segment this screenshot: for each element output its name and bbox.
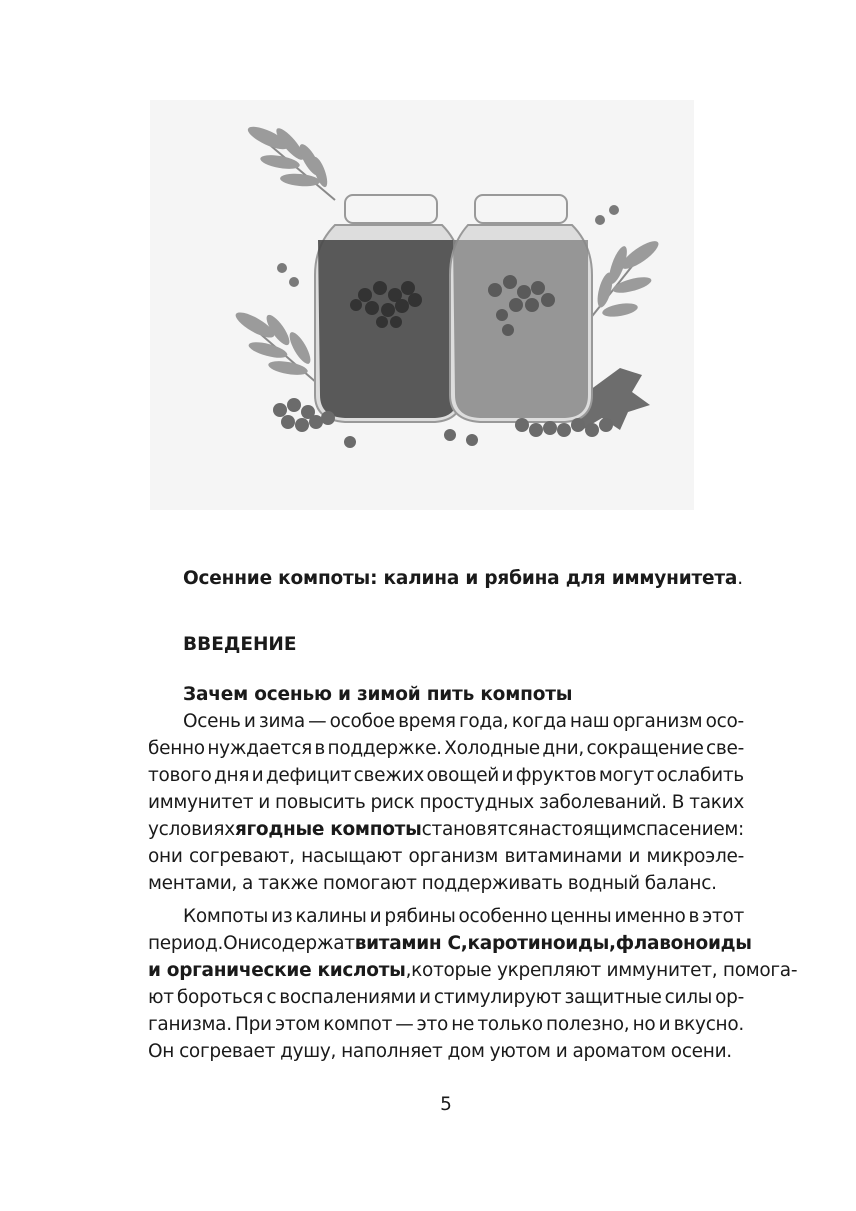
compote-jars-illustration	[150, 100, 694, 510]
word: ганизма.	[148, 1014, 232, 1035]
word: согревают,	[188, 846, 295, 867]
word: Холодные	[444, 738, 540, 759]
word: бенно	[148, 738, 205, 759]
text-line	[148, 789, 744, 816]
word: когда	[511, 711, 567, 732]
word: овощей	[426, 765, 500, 786]
word: содержат	[260, 933, 355, 954]
word: и органические кислоты,	[148, 960, 412, 981]
word: ор-	[715, 987, 744, 1008]
word: Они	[223, 933, 261, 954]
text-line	[148, 957, 798, 984]
word: в	[688, 906, 700, 927]
word: Осень	[183, 711, 241, 732]
word: флавоноиды	[615, 933, 752, 954]
text-line	[148, 870, 744, 897]
word: ослабить	[656, 765, 744, 786]
subsection-heading: Зачем осенью и зимой пить компоты	[183, 684, 573, 705]
word: Он	[148, 1041, 175, 1062]
word: которые укрепляют иммунитет, помога-	[411, 960, 798, 981]
word: становятся	[421, 819, 529, 840]
word: это	[416, 1014, 449, 1035]
word: витамин С,	[354, 933, 468, 954]
word: При	[235, 1014, 272, 1035]
word: время	[398, 711, 456, 732]
word: сокращение	[586, 738, 704, 759]
word: нуждается	[207, 738, 312, 759]
word: и	[555, 1041, 568, 1062]
word: Компоты	[183, 906, 269, 927]
word: иммунитет	[148, 792, 254, 813]
word: также	[258, 873, 318, 894]
word: зима	[258, 711, 305, 732]
word: полезно,	[546, 1014, 630, 1035]
word: настоящим	[528, 819, 637, 840]
word: наш	[569, 711, 610, 732]
word: осени.	[670, 1041, 732, 1062]
word: тового	[148, 765, 212, 786]
word: —	[308, 711, 327, 732]
word: года,	[458, 711, 509, 732]
word: в	[314, 738, 326, 759]
word: этом	[274, 1014, 320, 1035]
word: калины	[295, 906, 367, 927]
word: период.	[148, 933, 224, 954]
word: могут	[598, 765, 655, 786]
text-line	[148, 762, 744, 789]
word: и	[419, 987, 431, 1008]
word: дом	[447, 1041, 485, 1062]
word: именно	[614, 906, 686, 927]
word: организм	[408, 846, 499, 867]
word: дня	[214, 765, 250, 786]
word: каротиноиды,	[467, 933, 616, 954]
word: —	[395, 1014, 414, 1035]
word: силы	[664, 987, 713, 1008]
jars-drawing	[150, 100, 694, 510]
word: защитные	[564, 987, 662, 1008]
word: согревает	[179, 1041, 276, 1062]
word: они	[148, 846, 183, 867]
word: вкусно.	[673, 1014, 744, 1035]
word: спасением:	[636, 819, 744, 840]
word: ягодные компоты	[234, 819, 422, 840]
word: условиях	[148, 819, 235, 840]
word: и	[243, 711, 256, 732]
section-heading: ВВЕДЕНИЕ	[183, 634, 297, 655]
chapter-title	[183, 568, 743, 589]
word: и	[658, 1014, 671, 1035]
chapter-title-period: .	[737, 568, 743, 589]
word: и	[369, 906, 382, 927]
word: дни,	[542, 738, 584, 759]
text-line	[148, 735, 744, 762]
word: свежих	[353, 765, 424, 786]
word: ют	[148, 987, 174, 1008]
word: наполняет	[341, 1041, 443, 1062]
word: а	[242, 873, 254, 894]
word: баланс.	[644, 873, 717, 894]
word: помогают	[322, 873, 417, 894]
text-line	[148, 816, 744, 843]
chapter-title-bold: Осенние компоты: калина и рябина для иммунитета	[183, 568, 738, 589]
word: и	[501, 765, 514, 786]
word: В	[671, 792, 685, 813]
word: ментами,	[148, 873, 238, 894]
word: особенно	[458, 906, 548, 927]
word: насыщают	[301, 846, 403, 867]
word: простудных	[419, 792, 534, 813]
word: стимулируют	[433, 987, 562, 1008]
word: с	[266, 987, 277, 1008]
word: душу,	[280, 1041, 337, 1062]
word: и	[628, 846, 641, 867]
word: организм	[612, 711, 703, 732]
word: витаминами	[504, 846, 622, 867]
word: воспалениями	[279, 987, 416, 1008]
word: поддерживать	[421, 873, 563, 894]
word: осо-	[705, 711, 744, 732]
word: риск	[370, 792, 415, 813]
word: дефицит	[265, 765, 352, 786]
word: таких	[689, 792, 744, 813]
body-text	[148, 708, 798, 1065]
word: поддержке.	[327, 738, 442, 759]
text-line	[148, 708, 744, 735]
text-line	[148, 1011, 744, 1038]
page-number: 5	[440, 1094, 452, 1115]
word: ценны	[550, 906, 612, 927]
text-line	[148, 930, 752, 957]
word: ароматом	[572, 1041, 666, 1062]
word: только	[477, 1014, 543, 1035]
word: заболеваний.	[538, 792, 667, 813]
word: повысить	[275, 792, 366, 813]
word: не	[451, 1014, 475, 1035]
text-line	[148, 903, 744, 930]
word: компот	[323, 1014, 393, 1035]
text-line	[148, 843, 744, 870]
word: и	[251, 765, 264, 786]
word: но	[632, 1014, 656, 1035]
word: водный	[567, 873, 640, 894]
word: фруктов	[515, 765, 597, 786]
word: из	[271, 906, 293, 927]
text-line	[148, 1038, 744, 1065]
word: рябины	[384, 906, 456, 927]
word: бороться	[176, 987, 264, 1008]
word: и	[258, 792, 271, 813]
word: особое	[329, 711, 395, 732]
word: уютом	[489, 1041, 551, 1062]
text-line	[148, 984, 744, 1011]
word: этот	[702, 906, 744, 927]
word: све-	[706, 738, 744, 759]
word: микроэле-	[646, 846, 744, 867]
